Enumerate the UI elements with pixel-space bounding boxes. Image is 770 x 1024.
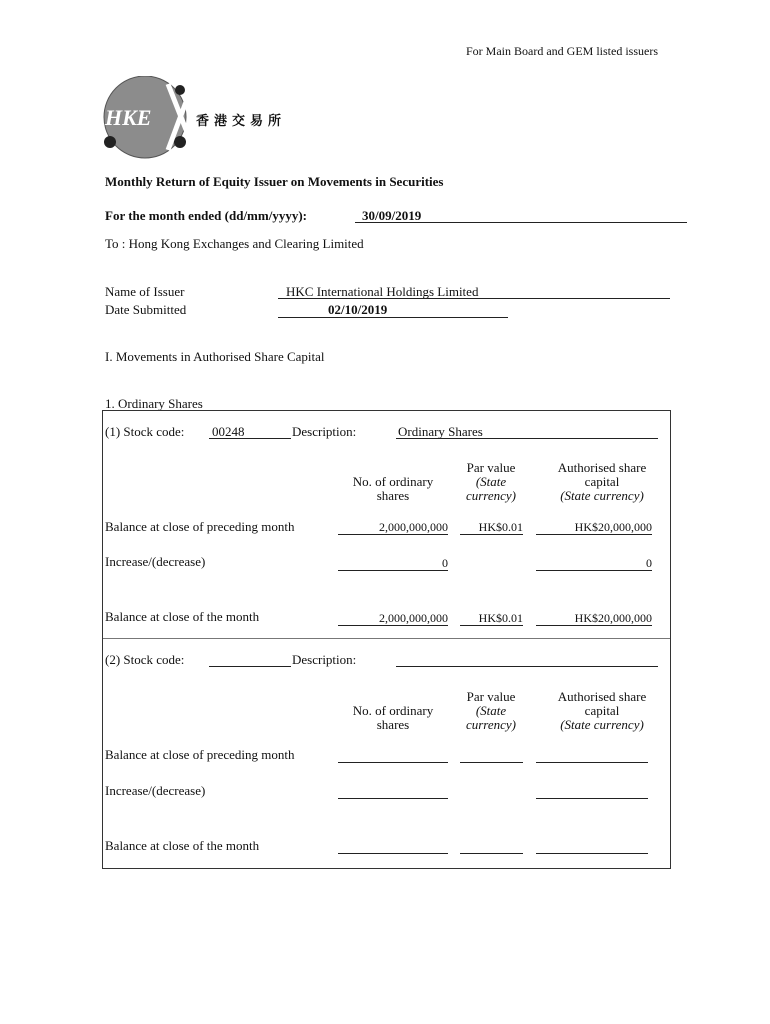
stock-code-field-2[interactable] — [209, 666, 291, 667]
description-value-1: Ordinary Shares — [398, 424, 483, 439]
row-value-shares-increase-1: 0 — [442, 556, 448, 570]
col-header-par-1 — [458, 461, 524, 503]
stock-code-underline-1 — [209, 438, 291, 439]
col-header-shares-line2-2: shares — [376, 717, 410, 732]
subsection-title: 1. Ordinary Shares — [105, 396, 203, 411]
col-header-par-line2: (State — [475, 474, 507, 489]
row-value-par-close-1: HK$0.01 — [478, 611, 523, 625]
section-title: I. Movements in Authorised Share Capital — [105, 349, 325, 364]
block-divider — [103, 638, 670, 639]
row-value-auth-close-1: HK$20,000,000 — [574, 611, 652, 625]
col-header-shares-line1: No. of ordinary — [352, 474, 434, 489]
col-header-auth-line1-2: Authorised share — [557, 689, 647, 704]
date-submitted-value: 02/10/2019 — [328, 302, 388, 317]
stock-code-value-1: 00248 — [212, 424, 245, 439]
header-note: For Main Board and GEM listed issuers — [466, 44, 658, 58]
col-header-shares-2 — [338, 704, 448, 732]
col-header-auth-line1: Authorised share — [557, 460, 647, 475]
row-label-close-2: Balance at close of the month — [105, 838, 260, 853]
col-header-par-line3: currency) — [465, 488, 517, 503]
col-header-auth-line2-2: capital — [584, 703, 620, 718]
col-header-auth-line2: capital — [584, 474, 620, 489]
row-value-par-preceding-1: HK$0.01 — [478, 520, 523, 534]
logo-mark-text: HKE — [105, 105, 152, 130]
description-field-2[interactable] — [396, 666, 658, 667]
field-auth-increase-2[interactable] — [536, 798, 648, 799]
logo-chinese-name: 香港交易所 — [196, 114, 287, 129]
page-title: Monthly Return of Equity Issuer on Movements in Securities — [105, 174, 444, 189]
underline-shares-close-1 — [338, 625, 448, 626]
row-value-auth-increase-1: 0 — [646, 556, 652, 570]
row-value-auth-preceding-1: HK$20,000,000 — [574, 520, 652, 534]
month-ended-value: 30/09/2019 — [362, 208, 422, 223]
col-header-shares-1 — [338, 475, 448, 503]
date-submitted-label: Date Submitted — [105, 302, 187, 317]
month-ended-label: For the month ended (dd/mm/yyyy): — [105, 208, 307, 223]
underline-shares-increase-1 — [338, 570, 448, 571]
underline-par-close-1 — [460, 625, 523, 626]
recipient-line: To : Hong Kong Exchanges and Clearing Limited — [105, 236, 364, 251]
underline-auth-close-1 — [536, 625, 652, 626]
field-shares-close-2[interactable] — [338, 853, 448, 854]
stock-code-label-2: (2) Stock code: — [105, 652, 185, 667]
description-label-1: Description: — [292, 424, 357, 439]
row-label-increase-1: Increase/(decrease) — [105, 554, 206, 569]
col-header-auth-line3: (State currency) — [560, 488, 644, 503]
row-label-preceding-2: Balance at close of preceding month — [105, 747, 295, 762]
underline-shares-preceding-1 — [338, 534, 448, 535]
month-ended-underline — [355, 222, 687, 223]
col-header-shares-line1-2: No. of ordinary — [352, 703, 434, 718]
underline-auth-increase-1 — [536, 570, 652, 571]
col-header-shares-line2: shares — [376, 488, 410, 503]
field-auth-preceding-2[interactable] — [536, 762, 648, 763]
row-label-close-1: Balance at close of the month — [105, 609, 260, 624]
row-label-preceding-1: Balance at close of preceding month — [105, 519, 295, 534]
field-par-preceding-2[interactable] — [460, 762, 523, 763]
row-value-shares-close-1: 2,000,000,000 — [379, 611, 448, 625]
col-header-auth-1 — [540, 461, 664, 503]
underline-par-preceding-1 — [460, 534, 523, 535]
date-submitted-underline — [278, 317, 508, 318]
stock-code-label-1: (1) Stock code: — [105, 424, 185, 439]
col-header-par-line2-2: (State — [475, 703, 507, 718]
row-value-shares-preceding-1: 2,000,000,000 — [379, 520, 448, 534]
field-par-close-2[interactable] — [460, 853, 523, 854]
underline-auth-preceding-1 — [536, 534, 652, 535]
field-shares-increase-2[interactable] — [338, 798, 448, 799]
issuer-name-value: HKC International Holdings Limited — [286, 284, 479, 299]
col-header-auth-line3-2: (State currency) — [560, 717, 644, 732]
col-header-par-line3-2: currency) — [465, 717, 517, 732]
field-auth-close-2[interactable] — [536, 853, 648, 854]
col-header-auth-2 — [540, 690, 664, 732]
field-shares-preceding-2[interactable] — [338, 762, 448, 763]
issuer-name-label: Name of Issuer — [105, 284, 185, 299]
description-underline-1 — [396, 438, 658, 439]
col-header-par-line1-2: Par value — [466, 689, 516, 704]
row-label-increase-2: Increase/(decrease) — [105, 783, 206, 798]
issuer-name-underline — [278, 298, 670, 299]
description-label-2: Description: — [292, 652, 357, 667]
col-header-par-line1: Par value — [466, 460, 516, 475]
col-header-par-2 — [458, 690, 524, 732]
